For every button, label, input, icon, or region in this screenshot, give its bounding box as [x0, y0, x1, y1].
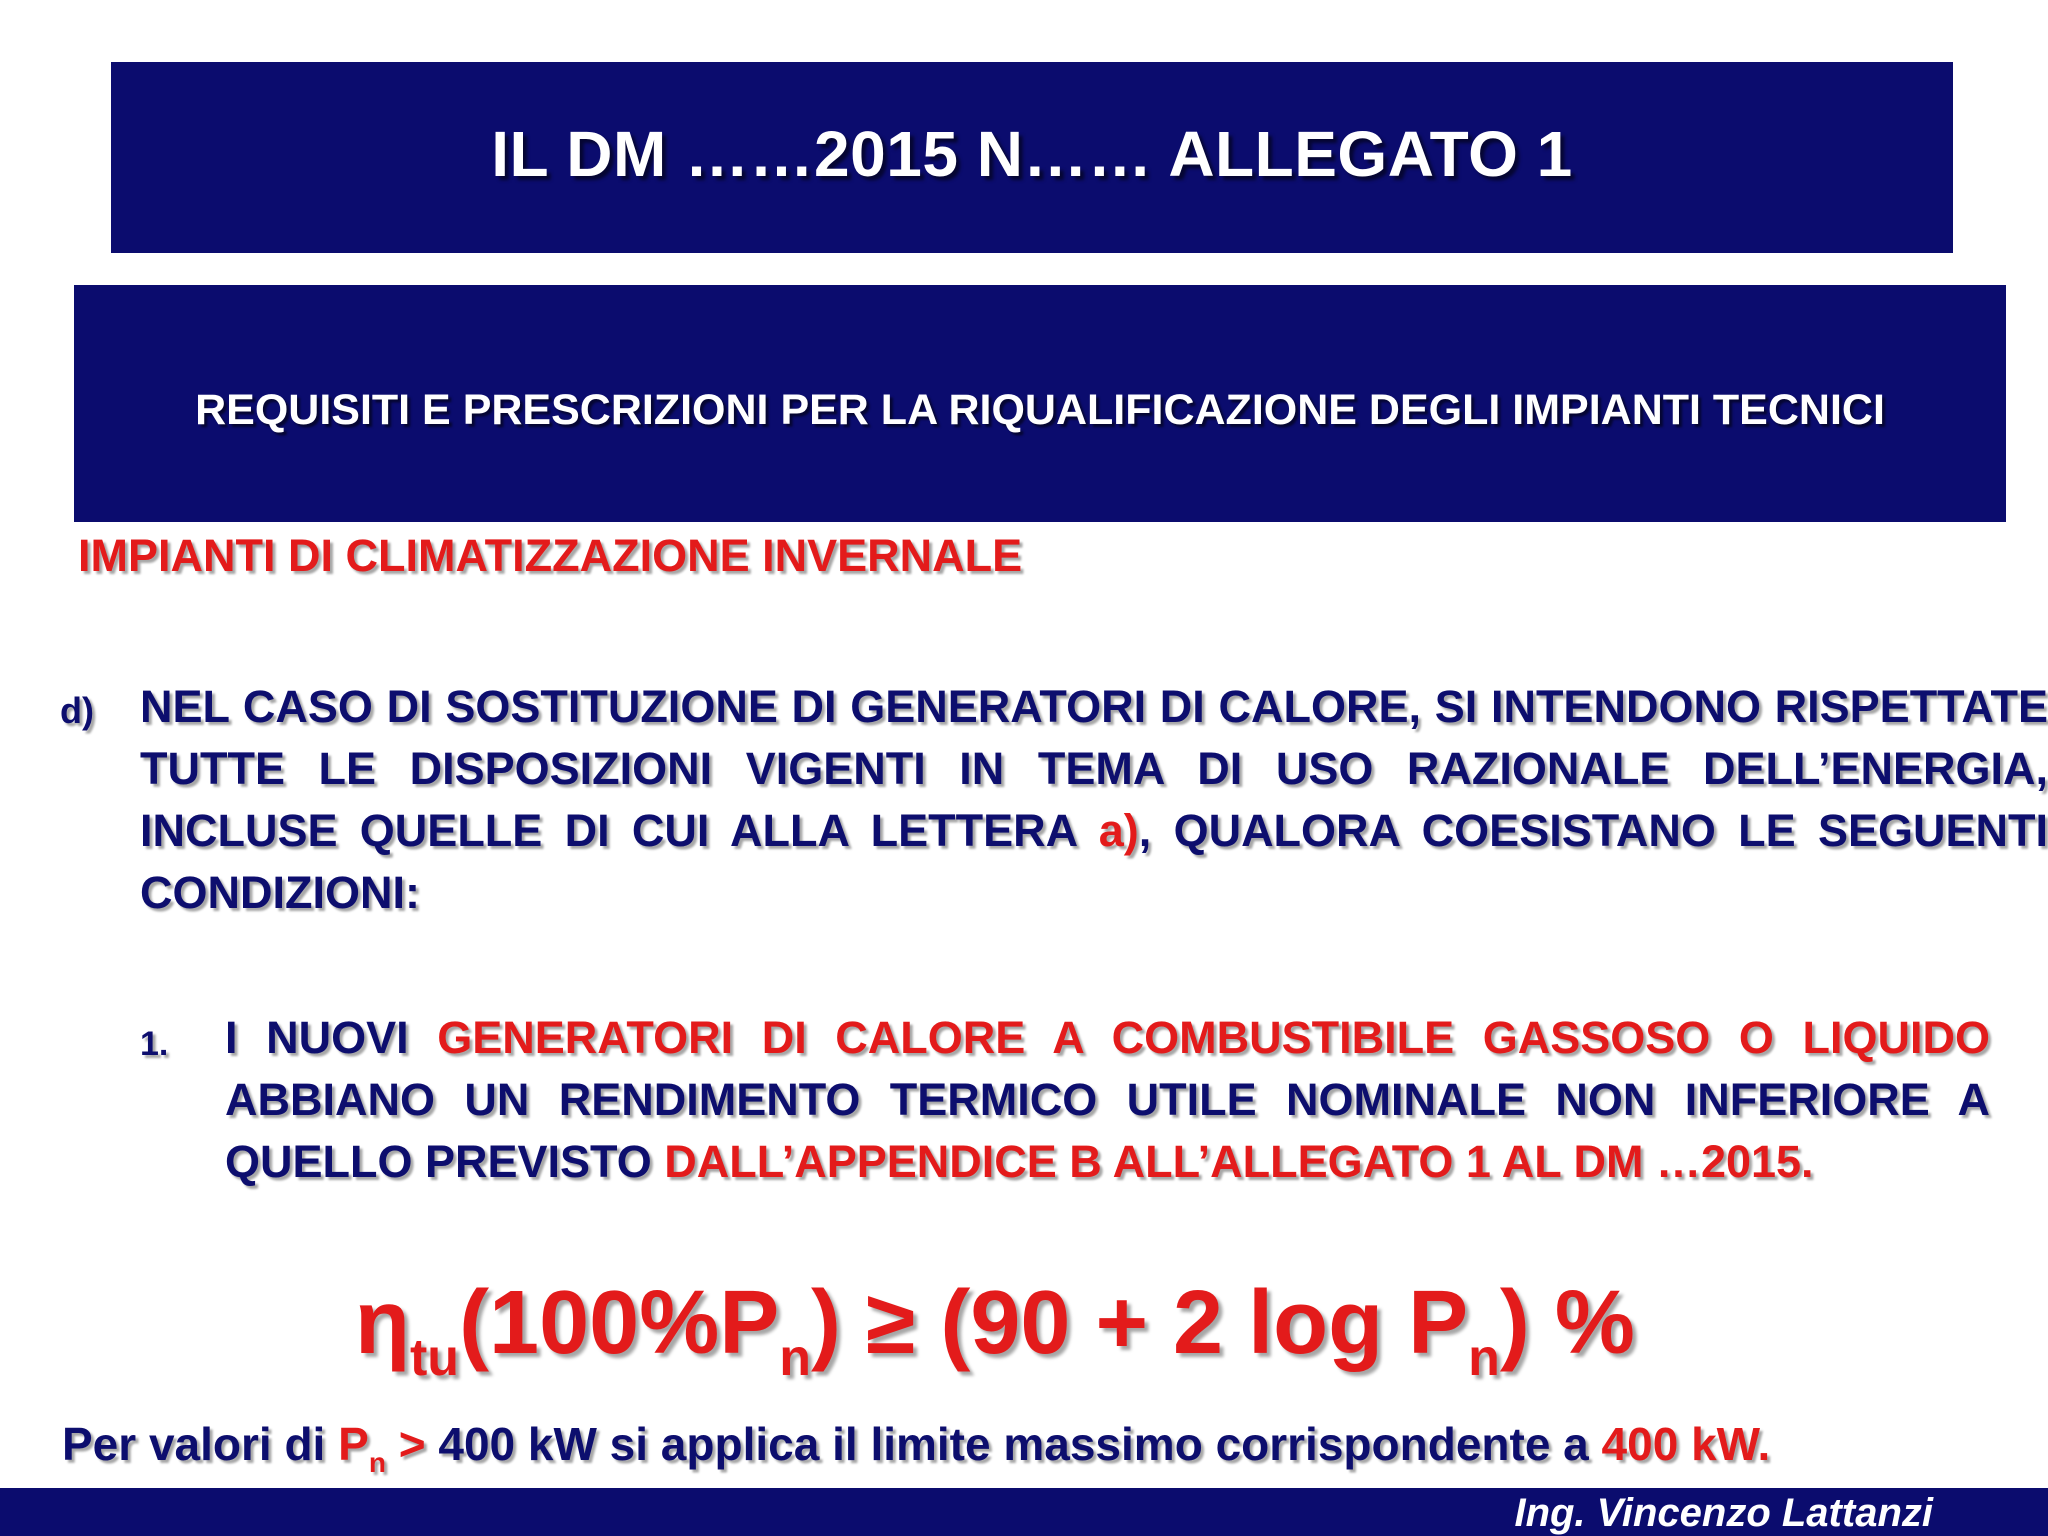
item-1-highlight-1: GENERATORI DI CALORE A COMBUSTIBILE GASSOSO O LIQUIDO	[437, 1012, 1990, 1063]
section-heading: IMPIANTI DI CLIMATIZZAZIONE INVERNALE	[78, 530, 1023, 581]
list-item-1-text	[225, 1007, 1990, 1193]
author-credit: Ing. Vincenzo Lattanzi	[1514, 1491, 1933, 1535]
list-marker-d: d)	[60, 690, 94, 731]
note-gt: >	[385, 1418, 426, 1470]
item-d-text-2: , QUALORA COESISTANO LE SEGUENTI CONDIZIONI:	[140, 805, 2048, 918]
note-limit: 400 kW.	[1601, 1418, 1771, 1470]
page-subtitle: REQUISITI E PRESCRIZIONI PER LA RIQUALIFICAZIONE DEGLI IMPIANTI TECNICI	[195, 385, 1885, 434]
formula-eta: η	[355, 1273, 410, 1373]
subtitle-banner	[74, 285, 2006, 522]
formula-eta-sub: tu	[409, 1329, 460, 1387]
formula-pn-sub-1: n	[779, 1329, 812, 1387]
list-item-d-text	[140, 676, 2048, 924]
limit-note	[62, 1414, 1770, 1493]
item-1-highlight-2: DALL’APPENDICE B ALL’ALLEGATO 1 AL DM …2015.	[664, 1136, 1814, 1187]
title-banner	[111, 62, 1953, 253]
formula-pn-sub-2: n	[1468, 1329, 1500, 1387]
formula-part-b: ) ≥ (90 + 2 log P	[811, 1273, 1469, 1373]
item-d-ref-letter: a)	[1098, 805, 1139, 856]
efficiency-formula	[355, 1268, 1635, 1413]
formula-part-c: ) %	[1499, 1273, 1635, 1373]
note-p-sub: n	[368, 1447, 386, 1478]
item-1-text-2: ABBIANO UN RENDIMENTO TERMICO UTILE NOMINALE NON INFERIORE A QUELLO PREVISTO	[225, 1074, 1990, 1187]
note-text-1: Per valori di	[62, 1418, 339, 1470]
page-title: IL DM ……2015 N…… ALLEGATO 1	[491, 117, 1573, 190]
list-marker-1: 1.	[140, 1025, 169, 1063]
note-text-2: 400 kW si applica il limite massimo corrispondente a	[425, 1418, 1602, 1470]
note-p: P	[338, 1418, 369, 1470]
item-1-text-1: I NUOVI	[225, 1012, 438, 1063]
formula-part-a: (100%P	[459, 1273, 780, 1373]
item-d-text-1: NEL CASO DI SOSTITUZIONE DI GENERATORI DI CALORE, SI INTENDONO RISPETTATE TUTTE LE DISPOSIZIONI VIGENTI IN TEMA DI USO RAZIONALE DELL’ENERGIA, INCLUSE QUELLE DI CUI ALLA LETTERA	[140, 681, 2048, 856]
